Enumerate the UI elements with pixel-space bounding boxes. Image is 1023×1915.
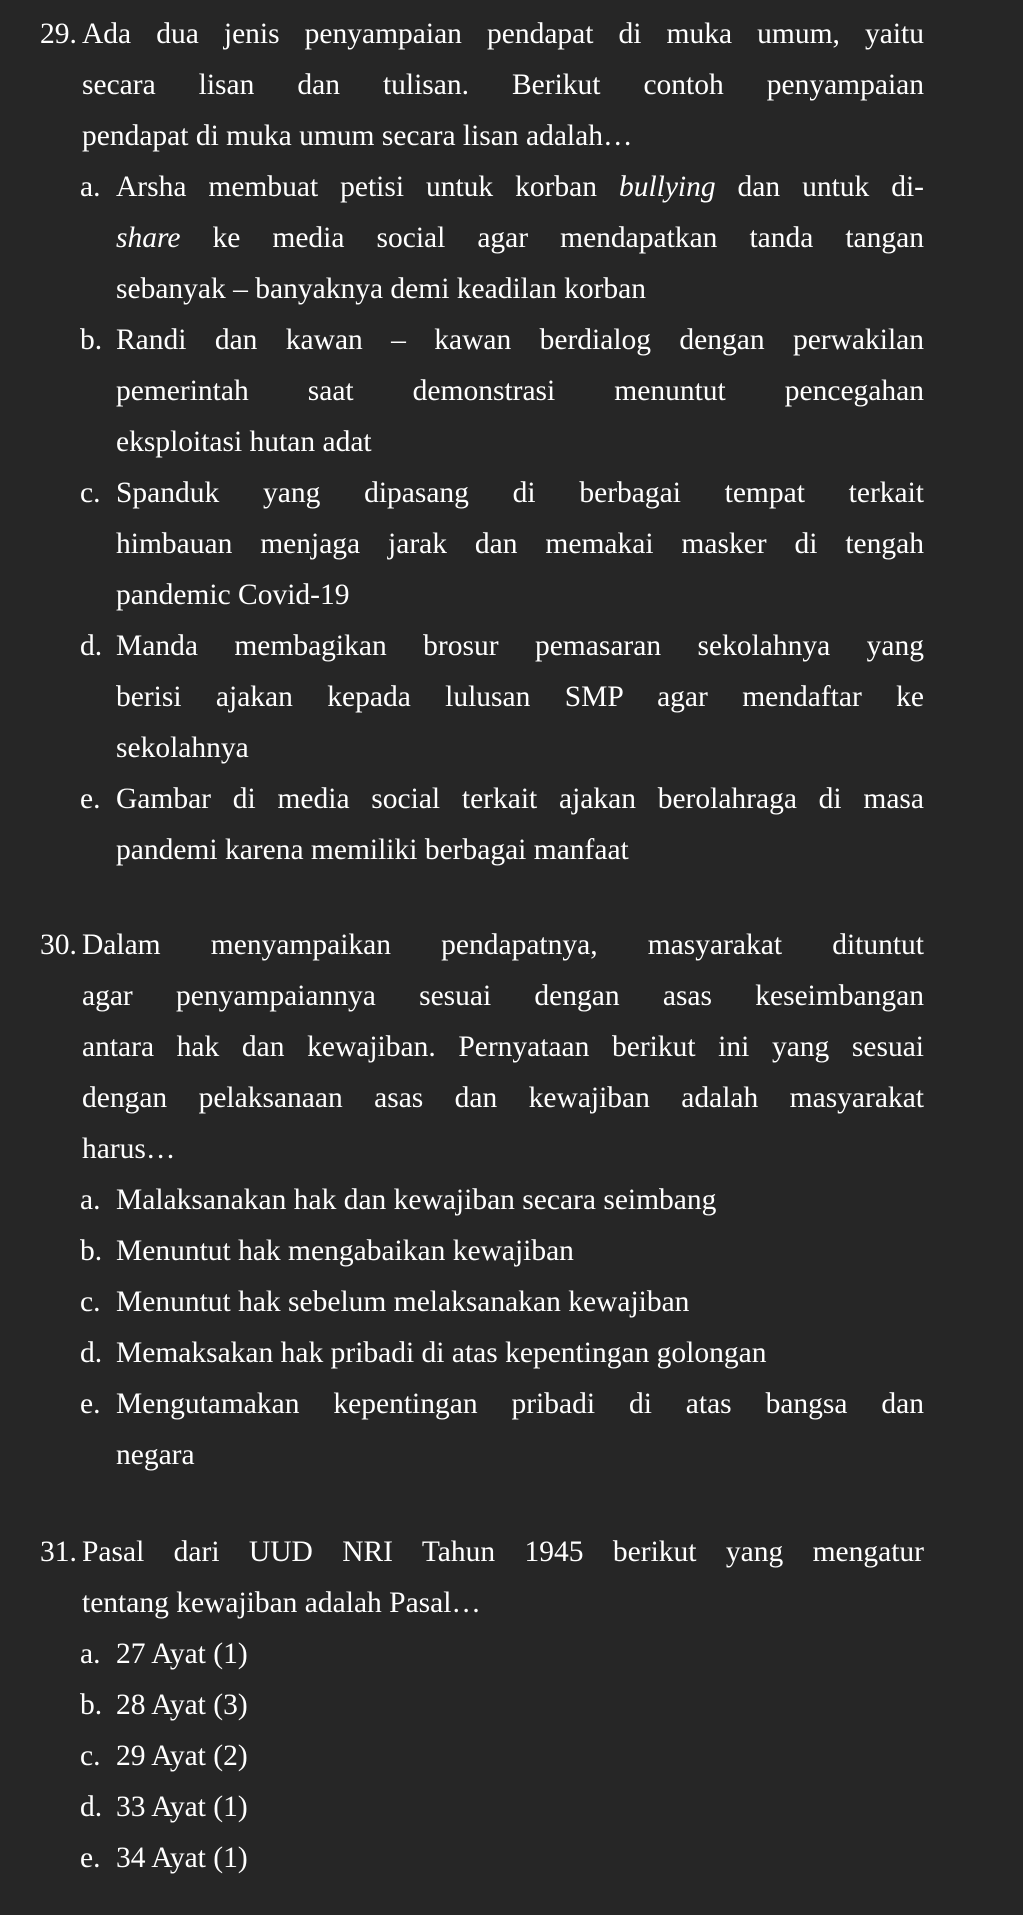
option-d[interactable]	[40, 621, 924, 672]
option-text: 29 Ayat (2)	[116, 1740, 248, 1772]
option-d[interactable]	[40, 1328, 924, 1379]
option-a[interactable]	[40, 1175, 924, 1226]
option-text-part: dan untuk di-	[715, 171, 924, 203]
question-stem-line: pendapat di muka umum secara lisan adalah…	[82, 120, 633, 152]
option-b[interactable]	[40, 1680, 924, 1731]
option-e[interactable]	[40, 1379, 924, 1430]
question-stem-line	[40, 9, 924, 60]
question-30	[40, 920, 924, 1481]
option-letter: a.	[80, 1638, 101, 1670]
question-number: 30.	[40, 929, 77, 961]
option-text-emphasis: bullying	[618, 171, 716, 203]
option-text-continuation	[40, 213, 924, 264]
option-letter: a.	[80, 171, 101, 203]
question-number: 29.	[40, 18, 77, 50]
option-text	[116, 162, 924, 213]
question-stem-line-text: Dalam menyampaikan pendapatnya, masyarakat dituntut	[82, 929, 924, 961]
option-letter: e.	[80, 1842, 101, 1874]
option-text-emphasis: share	[116, 222, 181, 254]
option-letter: e.	[80, 1388, 101, 1420]
option-text: Manda membagikan brosur pemasaran sekolahnya yang	[116, 630, 924, 662]
option-letter: d.	[80, 1791, 103, 1823]
question-stem-line: secara lisan dan tulisan. Berikut contoh penyampaian	[82, 69, 924, 101]
question-stem-line	[40, 1527, 924, 1578]
question-stem-line: antara hak dan kewajiban. Pernyataan berikut ini yang sesuai	[82, 1031, 924, 1063]
option-text: Gambar di media social terkait ajakan berolahraga di masa	[116, 783, 924, 815]
option-b[interactable]	[40, 315, 924, 366]
option-text: Menuntut hak mengabaikan kewajiban	[116, 1235, 574, 1267]
option-text: Memaksakan hak pribadi di atas kepentingan golongan	[116, 1337, 767, 1369]
option-text-continuation: eksploitasi hutan adat	[116, 426, 372, 458]
question-stem-line: agar penyampaiannya sesuai dengan asas keseimbangan	[82, 980, 924, 1012]
option-text-part: ke media social agar mendapatkan tanda tangan	[180, 222, 924, 254]
option-text: Randi dan kawan – kawan berdialog dengan perwakilan	[116, 324, 924, 356]
option-letter: c.	[80, 1286, 101, 1318]
option-c[interactable]	[40, 1731, 924, 1782]
option-text: Menuntut hak sebelum melaksanakan kewajiban	[116, 1286, 690, 1318]
option-text: Spanduk yang dipasang di berbagai tempat terkait	[116, 477, 924, 509]
option-a[interactable]	[40, 1629, 924, 1680]
option-text-continuation: himbauan menjaga jarak dan memakai masker di tengah	[116, 528, 924, 560]
option-c[interactable]	[40, 468, 924, 519]
option-text: 33 Ayat (1)	[116, 1791, 248, 1823]
option-letter: c.	[80, 477, 101, 509]
option-e[interactable]	[40, 774, 924, 825]
question-stem-line-text: Pasal dari UUD NRI Tahun 1945 berikut yang mengatur	[82, 1536, 924, 1568]
question-stem-line-text: Ada dua jenis penyampaian pendapat di muka umum, yaitu	[82, 18, 924, 50]
option-b[interactable]	[40, 1226, 924, 1277]
option-letter: d.	[80, 630, 103, 662]
option-text-continuation: negara	[116, 1439, 195, 1471]
option-d[interactable]	[40, 1782, 924, 1833]
option-letter: a.	[80, 1184, 101, 1216]
option-a[interactable]	[40, 162, 924, 213]
option-letter: c.	[80, 1740, 101, 1772]
option-text: 27 Ayat (1)	[116, 1638, 248, 1670]
question-stem-line: tentang kewajiban adalah Pasal…	[82, 1587, 481, 1619]
option-text: 28 Ayat (3)	[116, 1689, 248, 1721]
option-text: Mengutamakan kepentingan pribadi di atas bangsa dan	[116, 1388, 924, 1420]
option-letter: e.	[80, 783, 101, 815]
option-text-continuation: pandemi karena memiliki berbagai manfaat	[116, 834, 629, 866]
option-text-continuation: sebanyak – banyaknya demi keadilan korban	[116, 273, 646, 305]
question-number: 31.	[40, 1536, 77, 1568]
option-letter: b.	[80, 1235, 103, 1267]
question-stem-line: harus…	[82, 1133, 176, 1165]
option-text-continuation: pandemic Covid-19	[116, 579, 350, 611]
option-text-part: Arsha membuat petisi untuk korban	[116, 171, 619, 203]
option-text: Malaksanakan hak dan kewajiban secara seimbang	[116, 1184, 717, 1216]
option-letter: d.	[80, 1337, 103, 1369]
question-29	[40, 9, 924, 876]
option-text-continuation: pemerintah saat demonstrasi menuntut pencegahan	[116, 375, 924, 407]
option-letter: b.	[80, 1689, 103, 1721]
question-stem-line: dengan pelaksanaan asas dan kewajiban adalah masyarakat	[82, 1082, 924, 1114]
option-c[interactable]	[40, 1277, 924, 1328]
option-text-continuation: sekolahnya	[116, 732, 249, 764]
option-letter: b.	[80, 324, 103, 356]
option-text: 34 Ayat (1)	[116, 1842, 248, 1874]
question-31	[40, 1527, 924, 1884]
option-e[interactable]	[40, 1833, 924, 1884]
option-text-continuation: berisi ajakan kepada lulusan SMP agar mendaftar ke	[116, 681, 924, 713]
question-stem-line	[40, 920, 924, 971]
